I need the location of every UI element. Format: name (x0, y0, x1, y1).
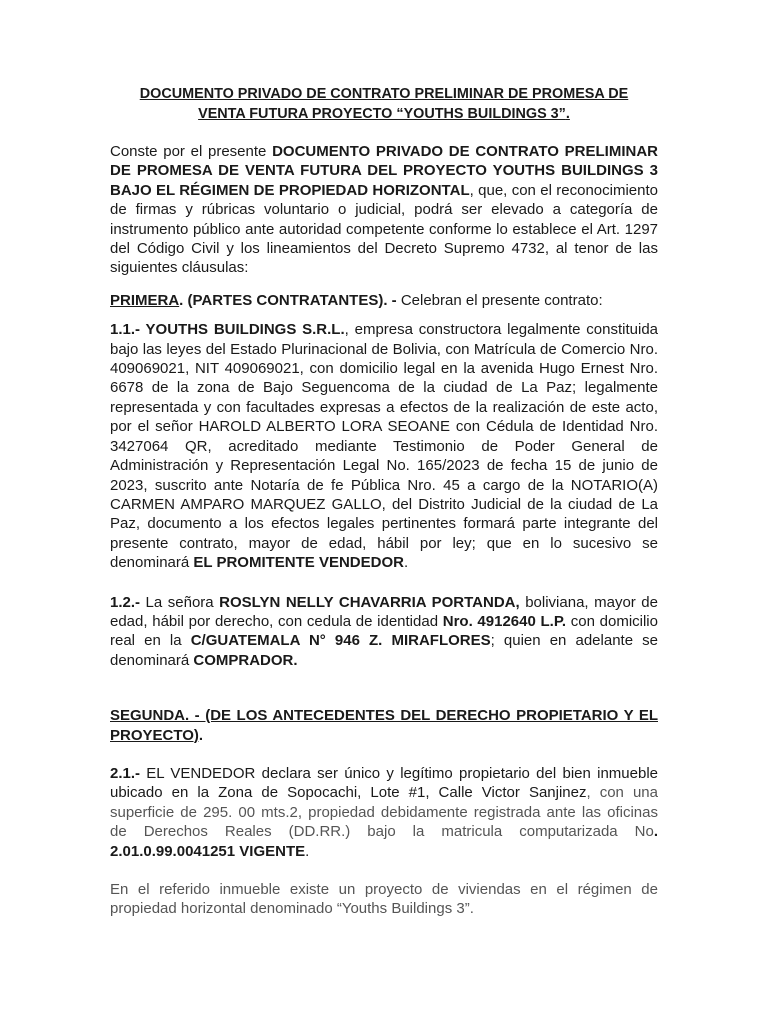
clause-1-2-text-2: boliviana, mayor de edad, hábil por derecho, con cedula de identidad (110, 593, 658, 630)
clause-2-1-end: . (305, 842, 310, 860)
clause-1-1-bold: EL PROMITENTE VENDEDOR (193, 554, 404, 572)
clause-1-2-role: COMPRADOR. (193, 651, 298, 669)
document-title (110, 84, 658, 124)
clause-1-1-end: . (403, 554, 409, 572)
clause-2-1-registry: . 2.01.0.99.0041251 VIGENTE (110, 823, 658, 860)
title-end: . (565, 106, 570, 122)
intro-bold-title: DOCUMENTO PRIVADO DE CONTRATO PRELIMINAR DE PROMESA DE VENTA FUTURA DEL PROYECTO YOUTHS BUILDINGS 3 BAJO EL RÉGIMEN DE PROPIEDAD HORIZONTAL (110, 143, 658, 199)
clause-2-1-surface: , con una superficie de 295. 00 mts.2, propiedad debidamente registrada ante las oficinas de Derechos Reales (DD.RR.) bajo la matricula computarizada No (110, 784, 658, 841)
title-line-1: DOCUMENTO PRIVADO DE CONTRATO PRELIMINAR DE PROMESA DE (139, 86, 629, 102)
intro-text-2: , que, con el reconocimiento de firmas y rúbricas voluntario o judicial, podrá ser elevado a categoría de instrumento público ante autoridad competente conforme lo establece el Art. 1297 del Código Civil y los lineamientos del Decreto Supremo 4732, al tenor de las siguientes cláusulas: (110, 181, 658, 277)
title-line-2: VENTA FUTURA PROYECTO “YOUTHS BUILDINGS 3” (198, 106, 566, 122)
clause-1-1-text: , empresa constructora legalmente constituida bajo las leyes del Estado Plurinacional de Bolivia, con Matrícula de Comercio Nro. 409069021, NIT 409069021, con domicilio legal en la avenida Hugo Ernest Nro. 6678 de la zona de Bajo Seguencoma de la ciudad de La Paz; legalmente representada y con facultades expresas a efectos de la realización de este acto, por el señor HAROLD ALBERTO LORA SEOANE con Cédula de Identidad Nro. 3427064 QR, acreditado mediante Testimonio de Poder General de Administración y Representación Legal No. 165/2023 de fecha 15 de junio de 2023, suscrito ante Notaría de fe Pública Nro. 45 a cargo de la NOTARIO(A) CARMEN AMPARO MARQUEZ GALLO, del Distrito Judicial de la ciudad de La Paz, documento a los efectos legales pertinentes formará parte integrante del presente contrato, mayor de edad, hábil por ley; que en lo sucesivo se denominará (110, 321, 659, 572)
clause-1-2-name: ROSLYN NELLY CHAVARRIA PORTANDA, (219, 593, 520, 611)
primera-paragraph (110, 291, 658, 310)
primera-heading-rest: . (PARTES CONTRATANTES). - (179, 291, 401, 309)
clause-1-2-text-1: La señora (140, 593, 220, 611)
clause-2-1-number: 2.1.- (110, 764, 141, 782)
intro-text-1: Conste por el presente (110, 143, 273, 160)
clause-2-1-text: EL VENDEDOR declara ser único y legítimo propietario del bien inmueble ubicado en la Zona de Sopocachi, Lote #1, Calle Victor Sanjinez (110, 764, 658, 802)
segunda-end: . (198, 726, 204, 744)
clause-1-2-paragraph (110, 593, 658, 671)
primera-heading: PRIMERA (110, 291, 180, 309)
primera-text: Celebran el presente contrato: (400, 291, 603, 309)
clause-1-1-number: 1.1.- YOUTHS BUILDINGS S.R.L. (110, 321, 345, 339)
clause-1-2-number: 1.2.- (110, 593, 141, 611)
clause-1-2-text-3: con domicilio real en la (110, 612, 658, 650)
closing-text: En el referido inmueble existe un proyecto de viviendas en el régimen de propiedad horizontal denominado “Youths Buildings 3”. (110, 881, 658, 918)
clause-1-2-id: Nro. 4912640 L.P. (442, 612, 567, 630)
clause-1-1-paragraph (110, 320, 658, 572)
segunda-paragraph (110, 706, 658, 745)
intro-paragraph (110, 142, 658, 278)
clause-2-1-paragraph (110, 764, 658, 861)
clause-1-2-text-4: ; quien en adelante se denominará (110, 632, 658, 669)
clause-1-2-address: C/GUATEMALA N° 946 Z. MIRAFLORES (190, 632, 491, 650)
closing-paragraph (110, 880, 658, 919)
segunda-heading: SEGUNDA. - (DE LOS ANTECEDENTES DEL DERECHO PROPIETARIO Y EL PROYECTO) (110, 707, 658, 744)
